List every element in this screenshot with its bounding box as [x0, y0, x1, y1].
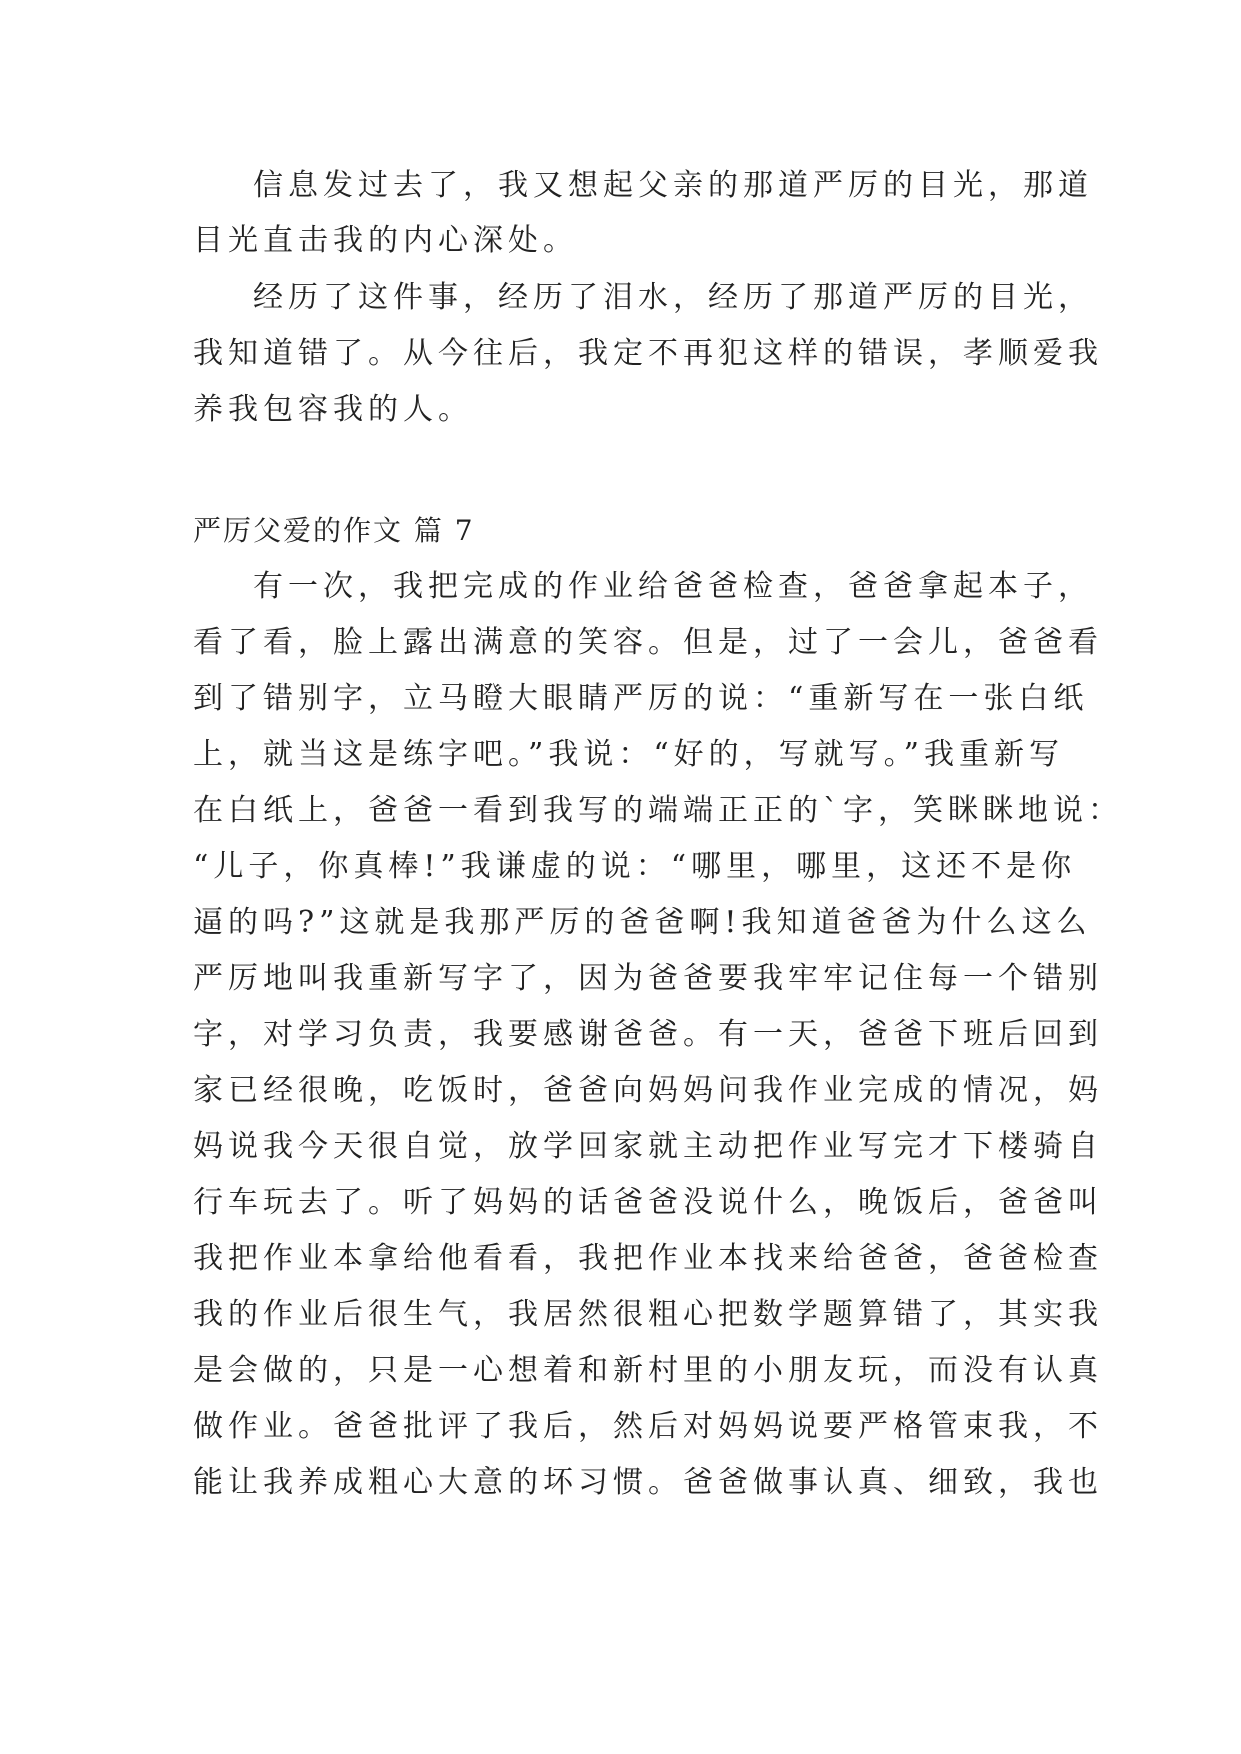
paragraph-3-line-3: 到了错别字，立马瞪大眼睛严厉的说：“重新写在一张白纸: [193, 681, 1089, 716]
paragraph-3-line-12: 行车玩去了。听了妈妈的话爸爸没说什么，晚饭后，爸爸叫: [193, 1185, 1103, 1220]
paragraph-3-line-6: “儿子，你真棒!”我谦虚的说：“哪里，哪里，这还不是你: [193, 849, 1077, 884]
paragraph-2-line-3: 养我包容我的人。: [193, 392, 473, 427]
paragraph-3-line-7: 逼的吗?”这就是我那严厉的爸爸啊!我知道爸爸为什么这么: [193, 905, 1092, 940]
paragraph-1-line-2: 目光直击我的内心深处。: [193, 223, 578, 258]
paragraph-3-line-5: 在白纸上，爸爸一看到我写的端端正正的`字，笑眯眯地说：: [193, 793, 1123, 828]
paragraph-2-line-1: 经历了这件事，经历了泪水，经历了那道严厉的目光，: [253, 280, 1093, 315]
paragraph-3-line-2: 看了看，脸上露出满意的笑容。但是，过了一会儿，爸爸看: [193, 625, 1103, 660]
paragraph-3-line-10: 家已经很晚，吃饭时，爸爸向妈妈问我作业完成的情况，妈: [193, 1073, 1103, 1108]
paragraph-3-line-14: 我的作业后很生气，我居然很粗心把数学题算错了，其实我: [193, 1297, 1103, 1332]
section-heading: 严厉父爱的作文 篇 7: [193, 514, 475, 547]
paragraph-1-line-1: 信息发过去了，我又想起父亲的那道严厉的目光，那道: [253, 168, 1093, 203]
paragraph-3-line-15: 是会做的，只是一心想着和新村里的小朋友玩，而没有认真: [193, 1353, 1103, 1388]
paragraph-3-line-16: 做作业。爸爸批评了我后，然后对妈妈说要严格管束我，不: [193, 1409, 1103, 1444]
paragraph-3-line-1: 有一次，我把完成的作业给爸爸检查，爸爸拿起本子，: [253, 569, 1093, 604]
paragraph-2-line-2: 我知道错了。从今往后，我定不再犯这样的错误，孝顺爱我: [193, 336, 1103, 371]
paragraph-3-line-13: 我把作业本拿给他看看，我把作业本找来给爸爸，爸爸检查: [193, 1241, 1103, 1276]
paragraph-3-line-17: 能让我养成粗心大意的坏习惯。爸爸做事认真、细致，我也: [193, 1465, 1103, 1500]
paragraph-3-line-9: 字，对学习负责，我要感谢爸爸。有一天，爸爸下班后回到: [193, 1017, 1103, 1052]
paragraph-3-line-8: 严厉地叫我重新写字了，因为爸爸要我牢牢记住每一个错别: [193, 961, 1103, 996]
paragraph-3-line-4: 上，就当这是练字吧。”我说：“好的，写就写。”我重新写: [193, 737, 1065, 772]
paragraph-3-line-11: 妈说我今天很自觉，放学回家就主动把作业写完才下楼骑自: [193, 1129, 1103, 1164]
